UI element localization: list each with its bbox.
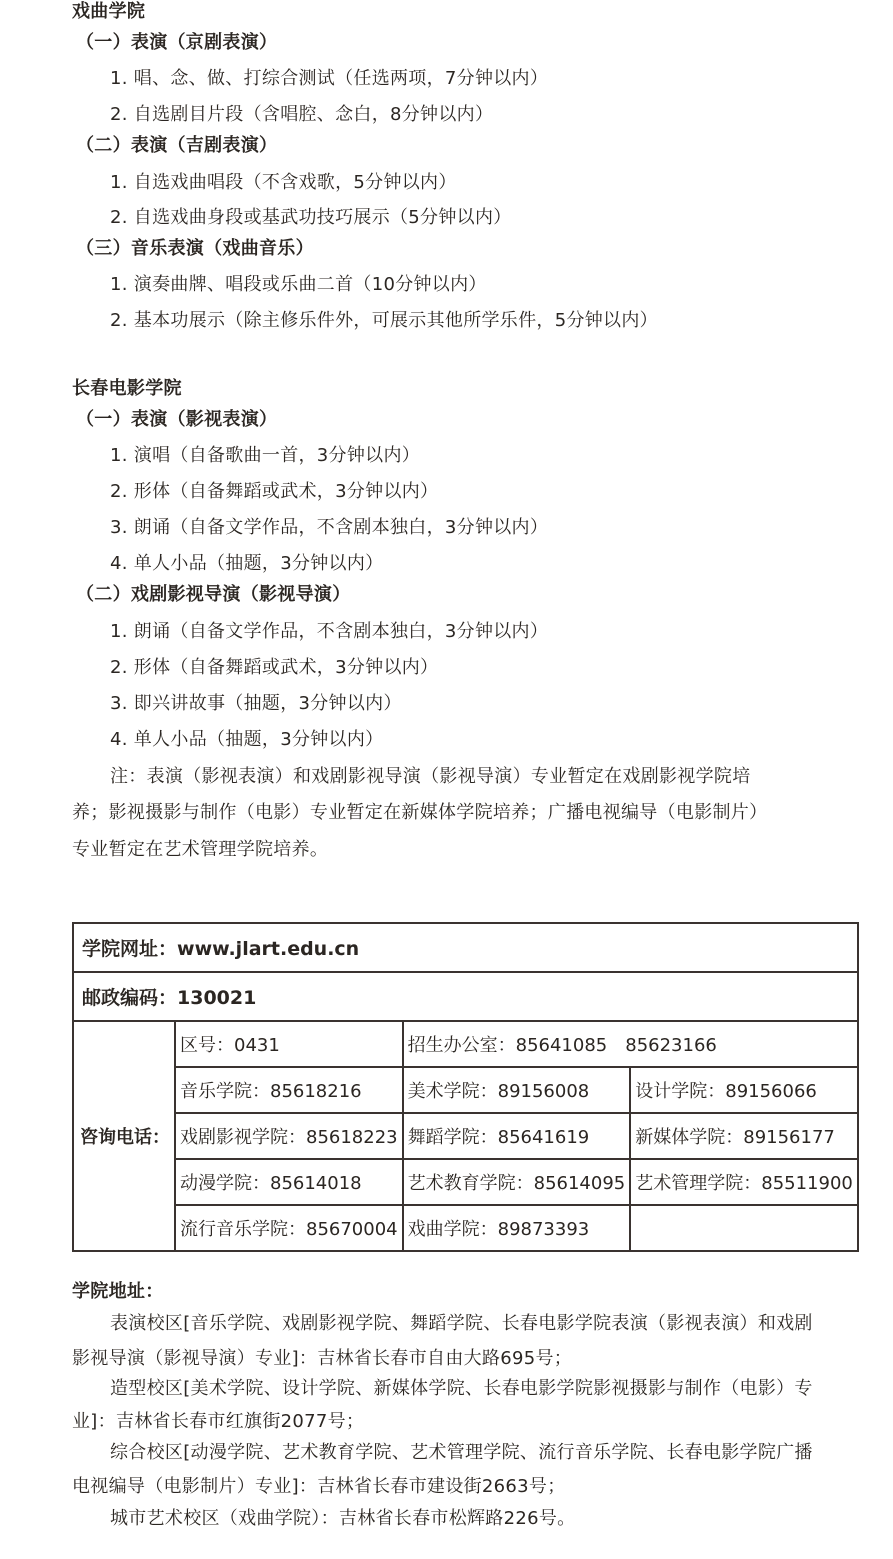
address-line: 业]：吉林省长春市红旗街2077号； <box>72 1411 365 1432</box>
list-item: 1. 演奏曲牌、唱段或乐曲二首（10分钟以内） <box>110 274 487 295</box>
section-heading: （二）表演（吉剧表演） <box>76 135 278 156</box>
list-item: 2. 形体（自备舞蹈或武术，3分钟以内） <box>110 657 439 678</box>
list-item: 2. 自选戏曲身段或基武功技巧展示（5分钟以内） <box>110 207 512 228</box>
section-heading: （三）音乐表演（戏曲音乐） <box>76 238 314 259</box>
list-item: 1. 演唱（自备歌曲一首，3分钟以内） <box>110 445 421 466</box>
website-value: www.jlart.edu.cn <box>177 938 360 960</box>
address-line: 影视导演（影视导演）专业]：吉林省长春市自由大路695号； <box>72 1348 573 1369</box>
phone-cell: 艺术教育学院：85614095 <box>403 1159 631 1205</box>
address-title: 学院地址： <box>72 1281 164 1302</box>
phone-cell: 流行音乐学院：85670004 <box>175 1205 403 1251</box>
phone-row <box>73 1021 858 1067</box>
list-item: 1. 朗诵（自备文学作品，不含剧本独白，3分钟以内） <box>110 621 549 642</box>
list-item: 1. 自选戏曲唱段（不含戏歌，5分钟以内） <box>110 172 457 193</box>
address-line: 表演校区[音乐学院、戏剧影视学院、舞蹈学院、长春电影学院表演（影视表演）和戏剧 <box>110 1313 813 1334</box>
note-text: 养；影视摄影与制作（电影）专业暂定在新媒体学院培养；广播电视编导（电影制片） <box>72 802 768 823</box>
postcode-row <box>73 972 858 1021</box>
address-line: 城市艺术校区（戏曲学院）：吉林省长春市松辉路226号。 <box>110 1508 576 1529</box>
phone-cell: 区号：0431 <box>175 1021 403 1067</box>
note-text: 专业暂定在艺术管理学院培养。 <box>72 839 329 860</box>
phone-cell: 音乐学院：85618216 <box>175 1067 403 1113</box>
postcode-cell <box>73 972 858 1021</box>
phone-cell: 戏剧影视学院：85618223 <box>175 1113 403 1159</box>
list-item: 4. 单人小品（抽题，3分钟以内） <box>110 553 384 574</box>
phone-cell: 美术学院：89156008 <box>403 1067 631 1113</box>
contact-table <box>72 922 859 1252</box>
list-item: 3. 即兴讲故事（抽题，3分钟以内） <box>110 693 402 714</box>
website-label: 学院网址： <box>82 938 178 960</box>
phone-row <box>73 1205 858 1251</box>
film-college-title: 长春电影学院 <box>72 378 182 399</box>
xiqu-college-title: 戏曲学院 <box>72 1 146 22</box>
postcode-value: 130021 <box>177 987 257 1009</box>
section-heading: （一）表演（影视表演） <box>76 409 278 430</box>
postcode-label: 邮政编码： <box>82 987 178 1009</box>
phone-cell: 新媒体学院：89156177 <box>630 1113 858 1159</box>
address-line: 电视编导（电影制片）专业]：吉林省长春市建设街2663号； <box>72 1476 566 1497</box>
website-cell <box>73 923 858 972</box>
phone-label: 咨询电话： <box>73 1021 175 1251</box>
website-row <box>73 923 858 972</box>
section-heading: （二）戏剧影视导演（影视导演） <box>76 584 351 605</box>
phone-cell: 艺术管理学院：85511900 <box>630 1159 858 1205</box>
phone-cell: 动漫学院：85614018 <box>175 1159 403 1205</box>
address-line: 造型校区[美术学院、设计学院、新媒体学院、长春电影学院影视摄影与制作（电影）专 <box>110 1378 813 1399</box>
phone-cell: 招生办公室：85641085 85623166 <box>403 1021 858 1067</box>
address-line: 综合校区[动漫学院、艺术教育学院、艺术管理学院、流行音乐学院、长春电影学院广播 <box>110 1442 813 1463</box>
section-heading: （一）表演（京剧表演） <box>76 32 278 53</box>
phone-cell <box>630 1205 858 1251</box>
list-item: 2. 自选剧目片段（含唱腔、念白，8分钟以内） <box>110 104 494 125</box>
phone-row <box>73 1113 858 1159</box>
phone-cell: 舞蹈学院：85641619 <box>403 1113 631 1159</box>
phone-cell: 设计学院：89156066 <box>630 1067 858 1113</box>
list-item: 4. 单人小品（抽题，3分钟以内） <box>110 729 384 750</box>
note-text: 注：表演（影视表演）和戏剧影视导演（影视导演）专业暂定在戏剧影视学院培 <box>110 766 751 787</box>
list-item: 1. 唱、念、做、打综合测试（任选两项，7分钟以内） <box>110 68 549 89</box>
phone-cell: 戏曲学院：89873393 <box>403 1205 631 1251</box>
list-item: 2. 形体（自备舞蹈或武术，3分钟以内） <box>110 481 439 502</box>
phone-row <box>73 1067 858 1113</box>
list-item: 3. 朗诵（自备文学作品，不含剧本独白，3分钟以内） <box>110 517 549 538</box>
list-item: 2. 基本功展示（除主修乐件外，可展示其他所学乐件，5分钟以内） <box>110 310 658 331</box>
phone-row <box>73 1159 858 1205</box>
